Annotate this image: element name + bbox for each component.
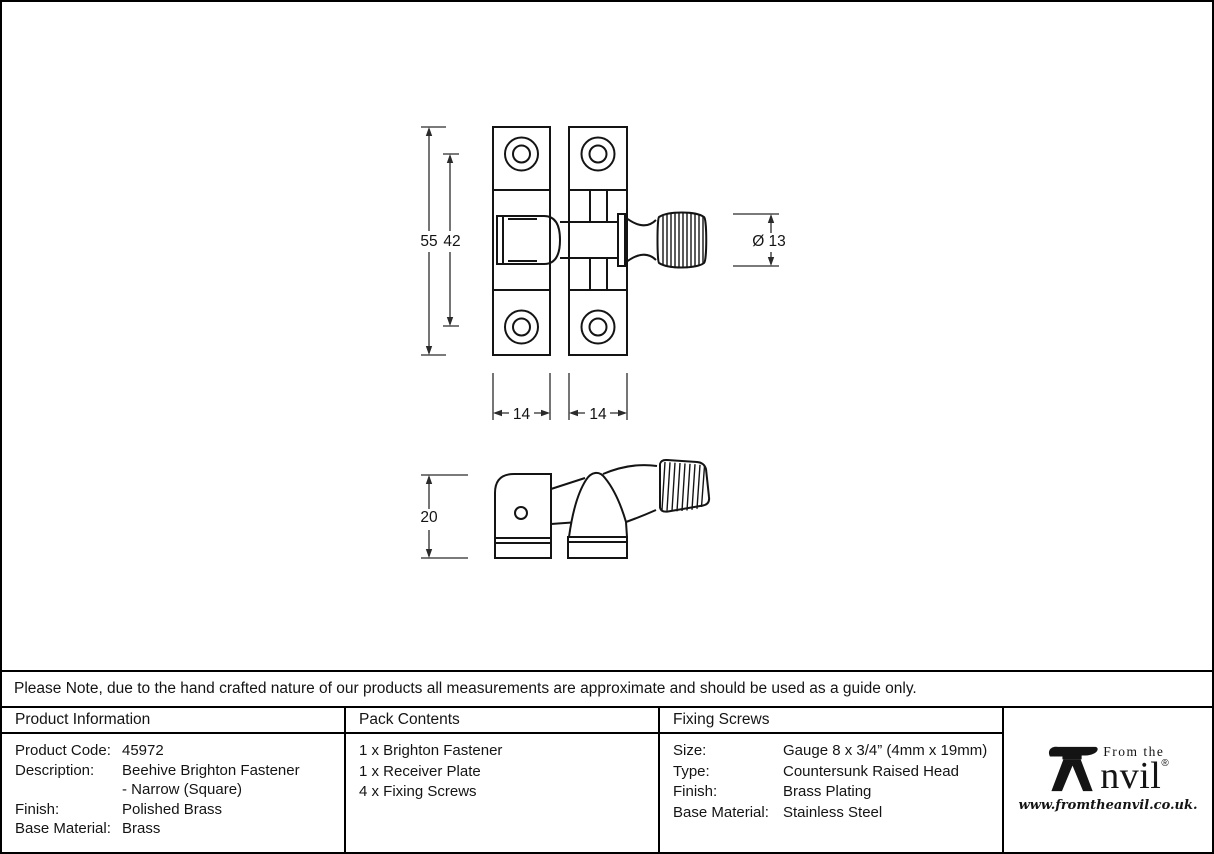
row-label: Description: xyxy=(15,761,95,779)
table-row xyxy=(673,803,996,824)
row-value: Countersunk Raised Head xyxy=(783,762,959,780)
logo-wordmark xyxy=(1100,743,1169,797)
fastener-plate xyxy=(493,127,550,355)
row-label: Base Material: xyxy=(15,820,111,837)
dim-knob-diameter: Ø 13 xyxy=(752,233,786,250)
side-latch-arm xyxy=(551,478,585,524)
row-label: Size: xyxy=(673,742,707,759)
table-row xyxy=(673,782,996,803)
row-label: Product Code: xyxy=(15,742,111,759)
fixing-screws-header: Fixing Screws xyxy=(660,708,1002,734)
logo-url: www.fromtheanvil.co.uk. xyxy=(1018,798,1198,813)
row-value: 45972 xyxy=(122,742,164,759)
row-label: Finish: xyxy=(673,783,718,800)
side-view xyxy=(495,460,709,558)
pack-contents-body xyxy=(346,734,658,803)
row-value: Brass xyxy=(122,820,161,837)
from-the-anvil-logo xyxy=(1018,743,1197,817)
keep-slot-lines xyxy=(590,190,607,290)
registered-mark: ® xyxy=(1161,758,1169,769)
measurement-note xyxy=(0,670,1214,708)
side-screw-hole xyxy=(515,507,527,519)
dim-depth: 20 xyxy=(420,509,438,526)
logo-tagline: From the xyxy=(1103,744,1165,759)
dim-right-plate-width: 14 xyxy=(589,406,607,423)
table-row xyxy=(15,780,338,800)
row-label: Finish: xyxy=(15,800,60,818)
keep-dome xyxy=(569,473,627,537)
table-row xyxy=(15,741,338,761)
fixing-screws-body xyxy=(660,734,1002,823)
row-value: Beehive Brighton Fastener xyxy=(122,761,300,779)
pack-item: 4 x Fixing Screws xyxy=(359,783,477,800)
dim-hole-spacing: 42 xyxy=(443,233,461,250)
table-row xyxy=(15,819,338,839)
dim-left-plate-width: 14 xyxy=(512,406,531,423)
plate-side-profile xyxy=(495,474,551,558)
pack-contents-column xyxy=(346,708,660,852)
anvil-icon xyxy=(1047,745,1099,793)
row-label xyxy=(15,780,122,800)
row-value: - Narrow (Square) xyxy=(122,781,243,798)
row-label: Base Material: xyxy=(673,803,769,821)
spec-table xyxy=(2,708,1212,852)
table-row xyxy=(673,762,996,783)
logo-brand-line xyxy=(1100,755,1169,797)
row-label: Type: xyxy=(673,762,710,780)
row-value: Polished Brass xyxy=(122,800,223,818)
brand-column xyxy=(1004,708,1212,852)
table-row xyxy=(673,741,996,762)
pack-item: 1 x Brighton Fastener xyxy=(359,742,503,759)
pack-contents-header: Pack Contents xyxy=(346,708,658,734)
table-row xyxy=(15,761,338,781)
knob-collar xyxy=(618,214,625,266)
note-text: Please Note, due to the hand crafted nature of our products all measurements are approximate and should be used as a guide only. xyxy=(14,680,917,697)
logo-brand-text: nvil xyxy=(1100,755,1162,797)
dimension-labels xyxy=(420,233,785,526)
front-view xyxy=(493,127,706,355)
pack-item: 1 x Receiver Plate xyxy=(359,762,481,780)
side-knob-neck xyxy=(603,465,657,522)
product-information-body xyxy=(2,734,344,839)
knob-ribs xyxy=(663,212,703,268)
product-information-column xyxy=(2,708,346,852)
knob-neck xyxy=(625,217,656,263)
row-value: Brass Plating xyxy=(783,783,872,800)
logo-lockup xyxy=(1018,743,1197,797)
keep-base xyxy=(568,537,627,558)
table-row xyxy=(15,800,338,820)
row-value: Gauge 8 x 3/4” (4mm x 19mm) xyxy=(783,742,988,759)
side-knob-ribs xyxy=(662,462,705,511)
row-value: Stainless Steel xyxy=(783,803,883,821)
dim-overall-height: 55 xyxy=(420,233,438,250)
fixing-screws-column xyxy=(660,708,1004,852)
product-information-header: Product Information xyxy=(2,708,344,734)
